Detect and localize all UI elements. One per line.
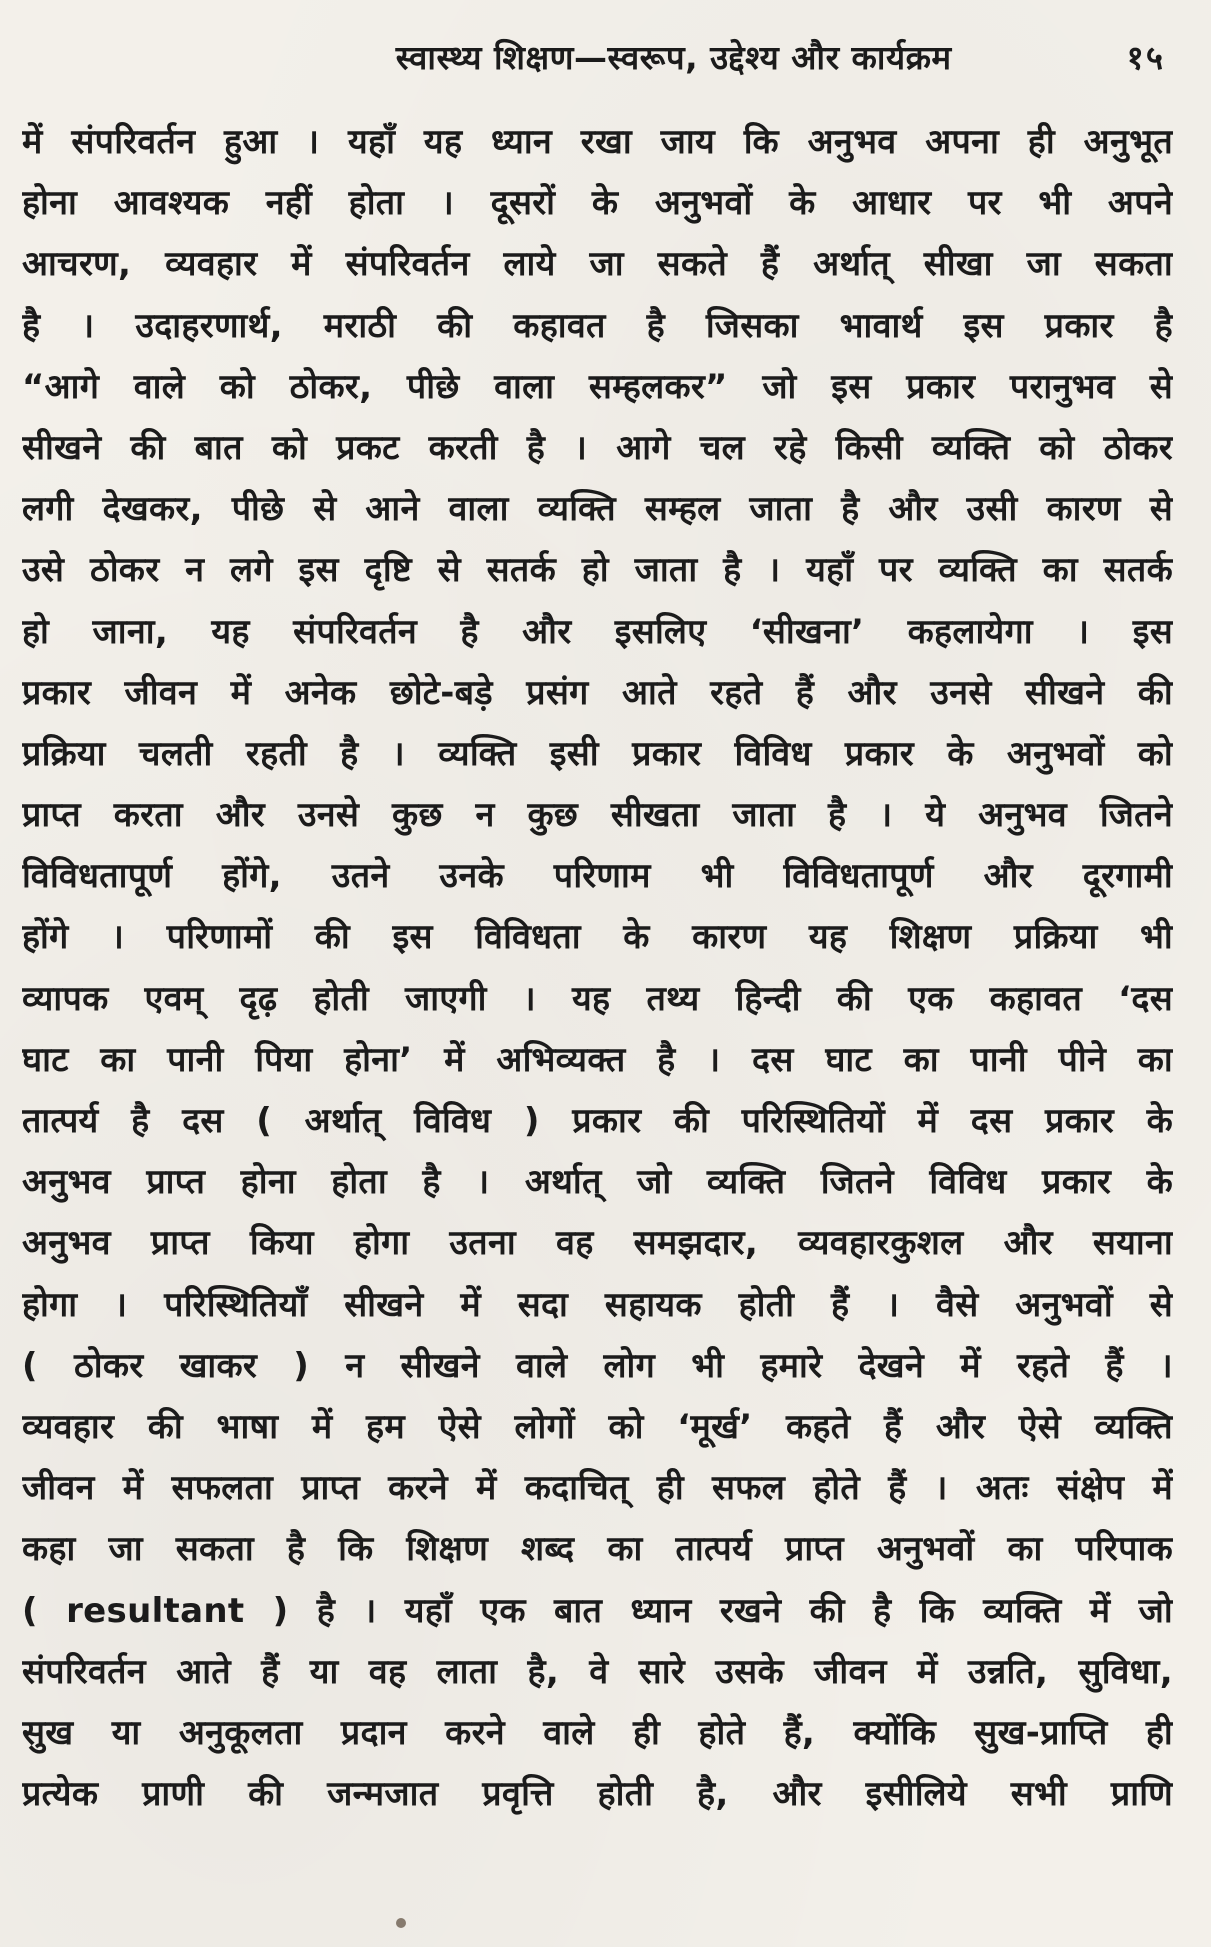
text-line: आचरण, व्यवहार में संपरिवर्तन लाये जा सकते हैं अर्थात् सीखा जा सकता — [22, 244, 1173, 285]
page-header — [22, 34, 1173, 98]
text-line: अनुभव प्राप्त होना होता है । अर्थात् जो व्यक्ति जितने विविध प्रकार के — [22, 1162, 1173, 1203]
text-line: सीखने की बात को प्रकट करती है । आगे चल रहे किसी व्यक्ति को ठोकर — [22, 427, 1173, 468]
text-line: संपरिवर्तन आते हैं या वह लाता है, वे सारे उसके जीवन में उन्नति, सुविधा, — [22, 1651, 1173, 1692]
text-line: हो जाना, यह संपरिवर्तन है और इसलिए ‘सीखना’ कहलायेगा । इस — [22, 611, 1173, 652]
text-line: प्राप्त करता और उनसे कुछ न कुछ सीखता जाता है । ये अनुभव जितने — [22, 795, 1173, 836]
text-line: होंगे । परिणामों की इस विविधता के कारण यह शिक्षण प्रक्रिया भी — [22, 917, 1173, 958]
text-line: है । उदाहरणार्थ, मराठी की कहावत है जिसका भावार्थ इस प्रकार है — [22, 305, 1173, 346]
text-line: घाट का पानी पिया होना’ में अभिव्यक्त है । दस घाट का पानी पीने का — [22, 1039, 1173, 1080]
text-line: व्यवहार की भाषा में हम ऐसे लोगों को ‘मूर्ख’ कहते हैं और ऐसे व्यक्ति — [22, 1406, 1173, 1447]
text-line: प्रक्रिया चलती रहती है । व्यक्ति इसी प्रकार विविध प्रकार के अनुभवों को — [22, 733, 1173, 774]
body-paragraph — [22, 112, 1173, 1825]
running-title: स्वास्थ्य शिक्षण—स्वरूप, उद्देश्य और कार्यक्रम — [395, 38, 952, 77]
text-line: व्यापक एवम् दृढ़ होती जाएगी । यह तथ्य हिन्दी की एक कहावत ‘दस — [22, 978, 1173, 1019]
ink-speck — [396, 1918, 406, 1928]
text-line: जीवन में सफलता प्राप्त करने में कदाचित् ही सफल होते हैं । अतः संक्षेप में — [22, 1468, 1173, 1509]
text-line: सुख या अनुकूलता प्रदान करने वाले ही होते हैं, क्योंकि सुख-प्राप्ति ही — [22, 1712, 1173, 1753]
text-line: प्रत्येक प्राणी की जन्मजात प्रवृत्ति होती है, और इसीलिये सभी प्राणि — [22, 1774, 1173, 1815]
text-line: होगा । परिस्थितियाँ सीखने में सदा सहायक होती हैं । वैसे अनुभवों से — [22, 1284, 1173, 1325]
text-line: ( ठोकर खाकर ) न सीखने वाले लोग भी हमारे देखने में रहते हैं । — [22, 1345, 1173, 1386]
text-line: में संपरिवर्तन हुआ । यहाँ यह ध्यान रखा जाय कि अनुभव अपना ही अनुभूत — [22, 122, 1173, 162]
text-line: तात्पर्य है दस ( अर्थात् विविध ) प्रकार की परिस्थितियों में दस प्रकार के — [22, 1101, 1173, 1141]
text-line: लगी देखकर, पीछे से आने वाला व्यक्ति सम्हल जाता है और उसी कारण से — [22, 489, 1173, 530]
text-line: उसे ठोकर न लगे इस दृष्टि से सतर्क हो जाता है । यहाँ पर व्यक्ति का सतर्क — [22, 550, 1173, 591]
text-line: होना आवश्यक नहीं होता । दूसरों के अनुभवों के आधार पर भी अपने — [22, 183, 1173, 224]
page-number: १५ — [1126, 38, 1165, 77]
text-line: प्रकार जीवन में अनेक छोटे-बड़े प्रसंग आते रहते हैं और उनसे सीखने की — [22, 672, 1173, 713]
text-line: ( resultant ) है । यहाँ एक बात ध्यान रखने की है कि व्यक्ति में जो — [22, 1590, 1173, 1631]
text-line: विविधतापूर्ण होंगे, उतने उनके परिणाम भी विविधतापूर्ण और दूरगामी — [22, 856, 1173, 897]
text-line: कहा जा सकता है कि शिक्षण शब्द का तात्पर्य प्राप्त अनुभवों का परिपाक — [22, 1529, 1173, 1570]
text-line: अनुभव प्राप्त किया होगा उतना वह समझदार, व्यवहारकुशल और सयाना — [22, 1223, 1173, 1264]
text-line: “आगे वाले को ठोकर, पीछे वाला सम्हलकर” जो इस प्रकार परानुभव से — [22, 366, 1173, 407]
